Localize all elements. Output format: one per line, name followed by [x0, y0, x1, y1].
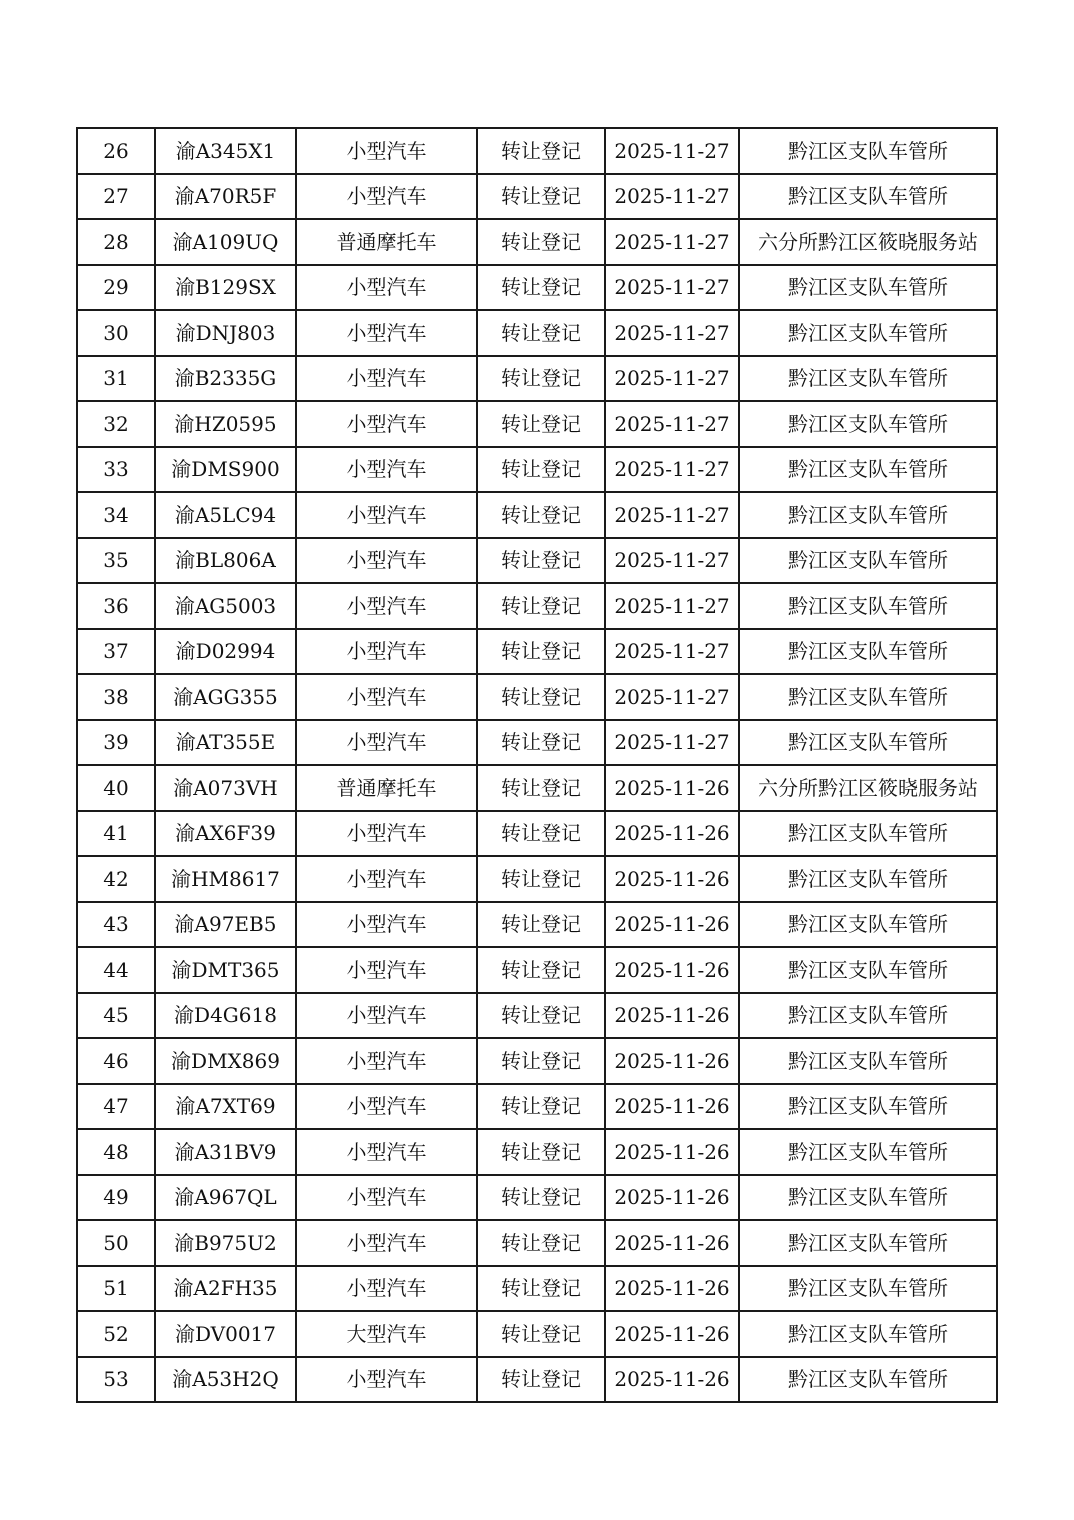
row-number-cell: 49	[77, 1175, 155, 1221]
date-cell: 2025-11-27	[605, 174, 739, 220]
vehicle-type-cell: 小型汽车	[296, 1357, 477, 1403]
table-row	[77, 765, 997, 811]
plate-number-cell: 渝HM8617	[155, 856, 296, 902]
plate-number-cell: 渝B2335G	[155, 356, 296, 402]
vehicle-type-cell: 小型汽车	[296, 356, 477, 402]
table-row	[77, 447, 997, 493]
table-row	[77, 1266, 997, 1312]
plate-number-cell: 渝AGG355	[155, 674, 296, 720]
office-cell: 黔江区支队车管所	[739, 174, 997, 220]
date-cell: 2025-11-27	[605, 447, 739, 493]
table-row	[77, 1220, 997, 1266]
office-cell: 黔江区支队车管所	[739, 1220, 997, 1266]
table-row	[77, 583, 997, 629]
vehicle-type-cell: 小型汽车	[296, 265, 477, 311]
row-number-cell: 29	[77, 265, 155, 311]
office-cell: 黔江区支队车管所	[739, 947, 997, 993]
vehicle-type-cell: 小型汽车	[296, 174, 477, 220]
table-row	[77, 356, 997, 402]
office-cell: 黔江区支队车管所	[739, 629, 997, 675]
row-number-cell: 27	[77, 174, 155, 220]
row-number-cell: 51	[77, 1266, 155, 1312]
office-cell: 黔江区支队车管所	[739, 583, 997, 629]
plate-number-cell: 渝BL806A	[155, 538, 296, 584]
vehicle-type-cell: 小型汽车	[296, 492, 477, 538]
date-cell: 2025-11-26	[605, 947, 739, 993]
row-number-cell: 30	[77, 310, 155, 356]
row-number-cell: 47	[77, 1084, 155, 1130]
plate-number-cell: 渝DMS900	[155, 447, 296, 493]
vehicle-type-cell: 小型汽车	[296, 674, 477, 720]
table-row	[77, 811, 997, 857]
business-type-cell: 转让登记	[477, 401, 605, 447]
row-number-cell: 45	[77, 993, 155, 1039]
row-number-cell: 26	[77, 128, 155, 174]
vehicle-registration-table	[76, 127, 998, 1403]
office-cell: 黔江区支队车管所	[739, 811, 997, 857]
office-cell: 黔江区支队车管所	[739, 447, 997, 493]
plate-number-cell: 渝D4G618	[155, 993, 296, 1039]
row-number-cell: 28	[77, 219, 155, 265]
table-row	[77, 310, 997, 356]
table-row	[77, 674, 997, 720]
row-number-cell: 42	[77, 856, 155, 902]
vehicle-type-cell: 小型汽车	[296, 902, 477, 948]
vehicle-type-cell: 小型汽车	[296, 720, 477, 766]
business-type-cell: 转让登记	[477, 310, 605, 356]
business-type-cell: 转让登记	[477, 219, 605, 265]
row-number-cell: 50	[77, 1220, 155, 1266]
row-number-cell: 43	[77, 902, 155, 948]
vehicle-type-cell: 小型汽车	[296, 1038, 477, 1084]
plate-number-cell: 渝AT355E	[155, 720, 296, 766]
plate-number-cell: 渝DNJ803	[155, 310, 296, 356]
date-cell: 2025-11-26	[605, 1084, 739, 1130]
date-cell: 2025-11-26	[605, 1175, 739, 1221]
office-cell: 黔江区支队车管所	[739, 265, 997, 311]
business-type-cell: 转让登记	[477, 174, 605, 220]
date-cell: 2025-11-26	[605, 993, 739, 1039]
vehicle-type-cell: 小型汽车	[296, 401, 477, 447]
row-number-cell: 52	[77, 1311, 155, 1357]
business-type-cell: 转让登记	[477, 674, 605, 720]
vehicle-type-cell: 小型汽车	[296, 583, 477, 629]
plate-number-cell: 渝DMX869	[155, 1038, 296, 1084]
row-number-cell: 37	[77, 629, 155, 675]
date-cell: 2025-11-26	[605, 1311, 739, 1357]
row-number-cell: 34	[77, 492, 155, 538]
date-cell: 2025-11-27	[605, 674, 739, 720]
plate-number-cell: 渝A073VH	[155, 765, 296, 811]
plate-number-cell: 渝A31BV9	[155, 1129, 296, 1175]
row-number-cell: 35	[77, 538, 155, 584]
office-cell: 黔江区支队车管所	[739, 993, 997, 1039]
date-cell: 2025-11-27	[605, 128, 739, 174]
table-row	[77, 993, 997, 1039]
business-type-cell: 转让登记	[477, 1038, 605, 1084]
vehicle-type-cell: 小型汽车	[296, 1175, 477, 1221]
row-number-cell: 48	[77, 1129, 155, 1175]
office-cell: 黔江区支队车管所	[739, 356, 997, 402]
date-cell: 2025-11-26	[605, 1266, 739, 1312]
row-number-cell: 36	[77, 583, 155, 629]
business-type-cell: 转让登记	[477, 993, 605, 1039]
date-cell: 2025-11-26	[605, 1357, 739, 1403]
office-cell: 黔江区支队车管所	[739, 902, 997, 948]
date-cell: 2025-11-26	[605, 765, 739, 811]
date-cell: 2025-11-26	[605, 1129, 739, 1175]
table-row	[77, 1175, 997, 1221]
vehicle-type-cell: 小型汽车	[296, 811, 477, 857]
office-cell: 黔江区支队车管所	[739, 1084, 997, 1130]
office-cell: 黔江区支队车管所	[739, 128, 997, 174]
plate-number-cell: 渝B129SX	[155, 265, 296, 311]
table-row	[77, 1129, 997, 1175]
plate-number-cell: 渝A97EB5	[155, 902, 296, 948]
vehicle-type-cell: 小型汽车	[296, 447, 477, 493]
date-cell: 2025-11-27	[605, 310, 739, 356]
date-cell: 2025-11-27	[605, 356, 739, 402]
date-cell: 2025-11-27	[605, 401, 739, 447]
business-type-cell: 转让登记	[477, 947, 605, 993]
plate-number-cell: 渝HZ0595	[155, 401, 296, 447]
date-cell: 2025-11-26	[605, 856, 739, 902]
table-row	[77, 856, 997, 902]
date-cell: 2025-11-27	[605, 492, 739, 538]
vehicle-type-cell: 普通摩托车	[296, 219, 477, 265]
office-cell: 黔江区支队车管所	[739, 1311, 997, 1357]
date-cell: 2025-11-26	[605, 902, 739, 948]
plate-number-cell: 渝DMT365	[155, 947, 296, 993]
vehicle-type-cell: 小型汽车	[296, 993, 477, 1039]
date-cell: 2025-11-26	[605, 1038, 739, 1084]
plate-number-cell: 渝A345X1	[155, 128, 296, 174]
business-type-cell: 转让登记	[477, 811, 605, 857]
vehicle-type-cell: 大型汽车	[296, 1311, 477, 1357]
plate-number-cell: 渝AG5003	[155, 583, 296, 629]
vehicle-type-cell: 小型汽车	[296, 310, 477, 356]
business-type-cell: 转让登记	[477, 1220, 605, 1266]
vehicle-type-cell: 小型汽车	[296, 1266, 477, 1312]
vehicle-type-cell: 小型汽车	[296, 947, 477, 993]
office-cell: 六分所黔江区筱晓服务站	[739, 765, 997, 811]
plate-number-cell: 渝A967QL	[155, 1175, 296, 1221]
table-row	[77, 720, 997, 766]
office-cell: 六分所黔江区筱晓服务站	[739, 219, 997, 265]
business-type-cell: 转让登记	[477, 765, 605, 811]
plate-number-cell: 渝A109UQ	[155, 219, 296, 265]
row-number-cell: 32	[77, 401, 155, 447]
office-cell: 黔江区支队车管所	[739, 856, 997, 902]
plate-number-cell: 渝A2FH35	[155, 1266, 296, 1312]
plate-number-cell: 渝D02994	[155, 629, 296, 675]
date-cell: 2025-11-26	[605, 811, 739, 857]
business-type-cell: 转让登记	[477, 1129, 605, 1175]
business-type-cell: 转让登记	[477, 583, 605, 629]
table-row	[77, 492, 997, 538]
row-number-cell: 46	[77, 1038, 155, 1084]
row-number-cell: 39	[77, 720, 155, 766]
row-number-cell: 38	[77, 674, 155, 720]
date-cell: 2025-11-27	[605, 583, 739, 629]
vehicle-type-cell: 普通摩托车	[296, 765, 477, 811]
office-cell: 黔江区支队车管所	[739, 310, 997, 356]
table-row	[77, 1357, 997, 1403]
office-cell: 黔江区支队车管所	[739, 1175, 997, 1221]
table-row	[77, 902, 997, 948]
table-row	[77, 629, 997, 675]
row-number-cell: 40	[77, 765, 155, 811]
row-number-cell: 44	[77, 947, 155, 993]
office-cell: 黔江区支队车管所	[739, 720, 997, 766]
table-row	[77, 1038, 997, 1084]
business-type-cell: 转让登记	[477, 492, 605, 538]
business-type-cell: 转让登记	[477, 629, 605, 675]
table-row	[77, 174, 997, 220]
vehicle-type-cell: 小型汽车	[296, 1084, 477, 1130]
table-row	[77, 1084, 997, 1130]
office-cell: 黔江区支队车管所	[739, 1038, 997, 1084]
business-type-cell: 转让登记	[477, 720, 605, 766]
business-type-cell: 转让登记	[477, 1266, 605, 1312]
table-row	[77, 265, 997, 311]
table-row	[77, 219, 997, 265]
plate-number-cell: 渝AX6F39	[155, 811, 296, 857]
plate-number-cell: 渝A70R5F	[155, 174, 296, 220]
business-type-cell: 转让登记	[477, 902, 605, 948]
business-type-cell: 转让登记	[477, 128, 605, 174]
table-body	[77, 128, 997, 1402]
vehicle-type-cell: 小型汽车	[296, 856, 477, 902]
table-row	[77, 128, 997, 174]
vehicle-type-cell: 小型汽车	[296, 1220, 477, 1266]
table-row	[77, 538, 997, 584]
business-type-cell: 转让登记	[477, 265, 605, 311]
business-type-cell: 转让登记	[477, 1357, 605, 1403]
vehicle-type-cell: 小型汽车	[296, 629, 477, 675]
office-cell: 黔江区支队车管所	[739, 401, 997, 447]
business-type-cell: 转让登记	[477, 538, 605, 584]
row-number-cell: 41	[77, 811, 155, 857]
plate-number-cell: 渝A5LC94	[155, 492, 296, 538]
table-row	[77, 1311, 997, 1357]
office-cell: 黔江区支队车管所	[739, 1129, 997, 1175]
table-row	[77, 401, 997, 447]
plate-number-cell: 渝A53H2Q	[155, 1357, 296, 1403]
business-type-cell: 转让登记	[477, 447, 605, 493]
vehicle-type-cell: 小型汽车	[296, 128, 477, 174]
date-cell: 2025-11-27	[605, 265, 739, 311]
business-type-cell: 转让登记	[477, 1084, 605, 1130]
business-type-cell: 转让登记	[477, 1175, 605, 1221]
business-type-cell: 转让登记	[477, 356, 605, 402]
office-cell: 黔江区支队车管所	[739, 1266, 997, 1312]
office-cell: 黔江区支队车管所	[739, 492, 997, 538]
office-cell: 黔江区支队车管所	[739, 674, 997, 720]
plate-number-cell: 渝A7XT69	[155, 1084, 296, 1130]
date-cell: 2025-11-27	[605, 629, 739, 675]
date-cell: 2025-11-27	[605, 538, 739, 584]
date-cell: 2025-11-27	[605, 720, 739, 766]
plate-number-cell: 渝DV0017	[155, 1311, 296, 1357]
row-number-cell: 31	[77, 356, 155, 402]
office-cell: 黔江区支队车管所	[739, 1357, 997, 1403]
business-type-cell: 转让登记	[477, 1311, 605, 1357]
row-number-cell: 33	[77, 447, 155, 493]
business-type-cell: 转让登记	[477, 856, 605, 902]
row-number-cell: 53	[77, 1357, 155, 1403]
plate-number-cell: 渝B975U2	[155, 1220, 296, 1266]
table-row	[77, 947, 997, 993]
date-cell: 2025-11-26	[605, 1220, 739, 1266]
date-cell: 2025-11-27	[605, 219, 739, 265]
vehicle-type-cell: 小型汽车	[296, 1129, 477, 1175]
office-cell: 黔江区支队车管所	[739, 538, 997, 584]
vehicle-type-cell: 小型汽车	[296, 538, 477, 584]
